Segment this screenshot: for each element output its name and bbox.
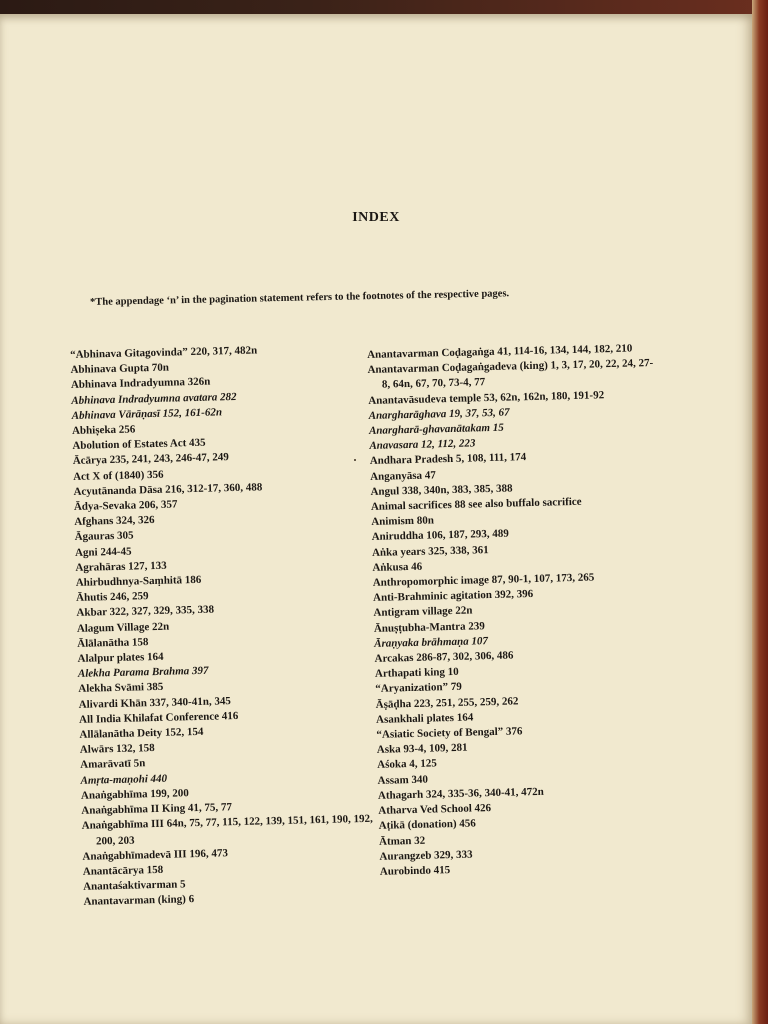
index-entry: Arthapati king 10 [374, 666, 459, 681]
index-entry: All India Khilafat Conference 416 [78, 709, 239, 726]
index-entry: Aniruddha 106, 187, 293, 489 [371, 528, 509, 544]
index-entry: Ātman 32 [378, 834, 426, 848]
index-entry: Atharva Ved School 426 [378, 802, 492, 817]
index-entry: Angul 338, 340n, 383, 385, 388 [370, 482, 513, 498]
index-entry: Ānuṣṭubha-Mantra 239 [373, 619, 485, 635]
index-entry: Alalpur plates 164 [77, 650, 164, 665]
index-entry: Anantaśaktivarman 5 [83, 878, 186, 893]
page-title: INDEX [352, 210, 400, 225]
index-entry: Aṭikā (donation) 456 [378, 817, 476, 833]
book-page [0, 14, 752, 1024]
index-entry: Aṅka years 325, 338, 361 [371, 543, 489, 559]
index-entry: Abhinava Vārāṇasī 152, 161-62n [71, 406, 223, 422]
index-entry: Aska 93-4, 109, 281 [376, 741, 468, 757]
index-entry: Anantācārya 158 [82, 863, 164, 878]
index-entry: Anaṅgabhīmadevā III 196, 473 [82, 846, 229, 863]
index-entry: Ācārya 235, 241, 243, 246-47, 249 [72, 451, 229, 468]
index-entry: Āṣāḍha 223, 251, 255, 259, 262 [375, 695, 519, 711]
index-entry: Alwārs 132, 158 [79, 742, 155, 757]
index-entry: Aśoka 4, 125 [377, 757, 437, 772]
index-entry: Alagum Village 22n [76, 620, 170, 635]
index-entry: “Aryanization” 79 [375, 681, 462, 696]
index-entry: Aurobindo 415 [379, 864, 451, 878]
index-entry: Alekha Svāmi 385 [78, 681, 164, 696]
index-entry: Anthropomorphic image 87, 90-1, 107, 173, 265 [372, 571, 595, 589]
index-entry: Alivardi Khān 337, 340-41n, 345 [78, 694, 232, 711]
index-entry: “Abhinava Gitagovinda” 220, 317, 482n [70, 344, 258, 361]
index-entry: Amṛta-maṇohi 440 [80, 772, 168, 787]
index-entry: Āhutis 246, 259 [75, 590, 149, 605]
index-entry: Amarāvatī 5n [80, 757, 146, 772]
index-entry: Anaṅgabhīma 199, 200 [80, 787, 189, 802]
index-entry: Animism 80n [371, 514, 435, 529]
index-entry: Assam 340 [377, 773, 429, 787]
index-entry: Alekha Parama Brahma 397 [77, 664, 209, 681]
index-entry: Abhinava Indradyumna 326n [70, 375, 211, 392]
index-entry: Anantavāsudeva temple 53, 62n, 162n, 180, 191-92 [368, 388, 605, 407]
index-entry: Abhinava Indradyumna avatara 282 [71, 390, 237, 407]
index-entry: Agrahāras 127, 133 [75, 559, 167, 574]
book-spine-edge [752, 0, 768, 1024]
index-entry: Anantavarman Coḍagaṅgadeva (king) 1, 3, 17, 20, 22, 24, 27-8, 64n, 67, 70, 73-4, 77 [367, 357, 654, 392]
index-entry: Acyutānanda Dāsa 216, 312-17, 360, 488 [73, 481, 263, 498]
index-entry: Anargharā-ghavanātakam 15 [368, 421, 504, 437]
index-entry: Aṅkusa 46 [372, 560, 423, 574]
index-entry: Anganyāsa 47 [369, 468, 436, 483]
index-entry: Ahirbudhnya-Saṃhitā 186 [75, 573, 202, 589]
index-entry: Arcakas 286-87, 302, 306, 486 [374, 649, 514, 665]
index-entry: Abhiṣeka 256 [71, 423, 136, 437]
index-entry: Agni 244-45 [74, 545, 132, 559]
index-entry: Allālanātha Deity 152, 154 [79, 725, 204, 741]
index-entry: Abolution of Estates Act 435 [72, 436, 206, 453]
index-entry: Akbar 322, 327, 329, 335, 338 [76, 604, 215, 620]
index-entry: Anaṅgabhīma II King 41, 75, 77 [81, 801, 233, 817]
index-entry: Anantavarman Coḍagaṅga 41, 114-16, 134, 144, 182, 210 [367, 342, 633, 361]
index-entry: Afghans 324, 326 [74, 514, 155, 529]
index-entry: Anti-Brahminic agitation 392, 396 [372, 588, 534, 605]
index-entry: Asankhali plates 164 [375, 711, 474, 726]
footnote-note: *The appendage ‘n’ in the pagination statement refers to the footnotes of the respective pages. [90, 288, 510, 308]
index-entry: Animal sacrifices 88 see also buffalo sacrifice [370, 495, 582, 513]
index-column-left [70, 341, 384, 911]
index-entry: Athagarh 324, 335-36, 340-41, 472n [377, 785, 544, 802]
index-entry: Āgauras 305 [74, 529, 134, 544]
index-entry: Ālālanātha 158 [77, 636, 149, 650]
index-entry: Anavasara 12, 112, 223 [369, 437, 476, 453]
index-entry: Abhinava Gupta 70n [70, 361, 170, 377]
index-entry: Act X of (1840) 356 [72, 468, 164, 483]
index-entry: Anargharāghava 19, 37, 53, 67 [368, 406, 510, 422]
index-entry: Ādya-Sevaka 206, 357 [73, 498, 178, 513]
index-entry: Anaṅgabhīma III 64n, 75, 77, 115, 122, 139, 151, 161, 190, 192, 200, 203 [81, 813, 373, 848]
index-entry: Andhara Pradesh 5, 108, 111, 174 [369, 451, 527, 468]
index-entry: Āraṇyaka brāhmaṇa 107 [374, 634, 489, 650]
index-entry: “Asiatic Society of Bengal” 376 [376, 725, 523, 741]
ink-speck [354, 459, 356, 461]
index-entry: Aurangzeb 329, 333 [379, 848, 473, 863]
index-entry: Antigram village 22n [373, 604, 473, 620]
index-entry: Anantavarman (king) 6 [83, 893, 195, 909]
index-column-right [367, 341, 670, 880]
